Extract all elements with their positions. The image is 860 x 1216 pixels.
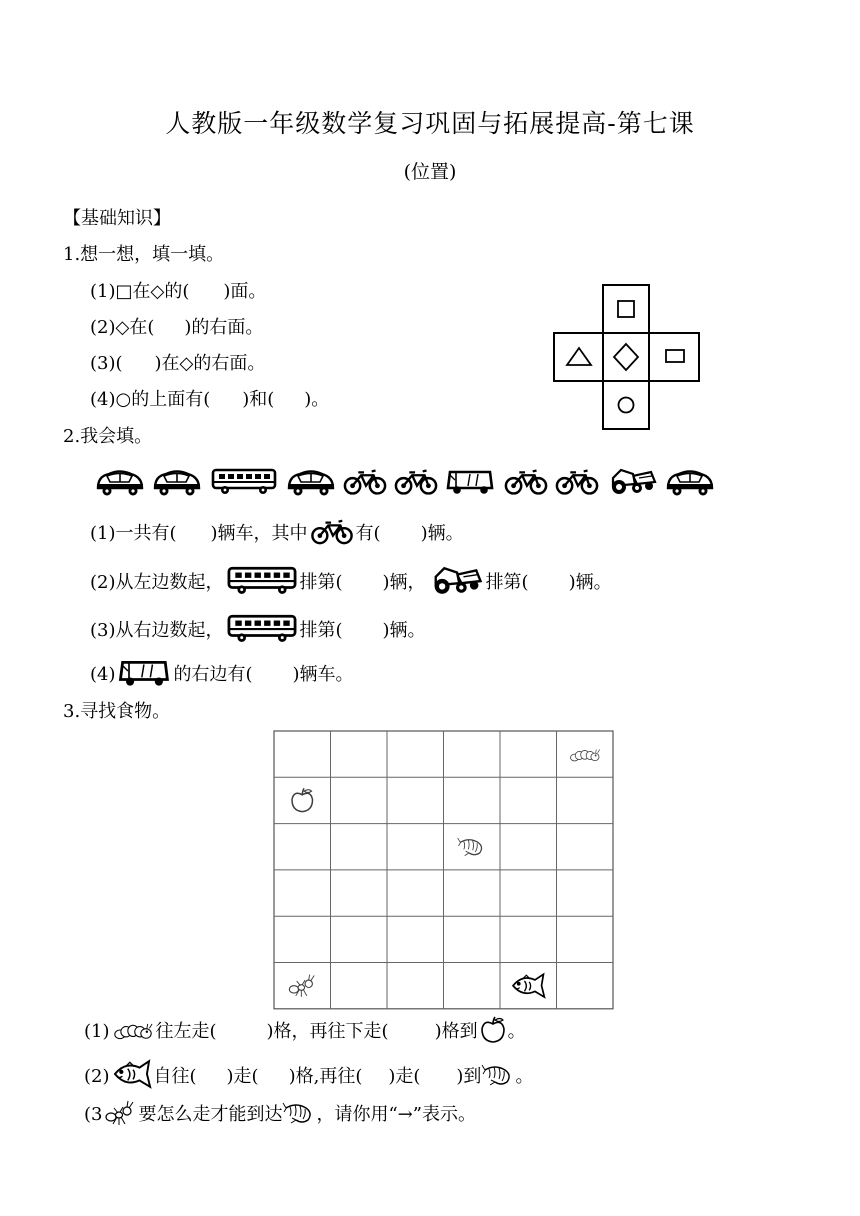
q3-sentence-1: (1) 往左走( )格，再往下走( )格到 。	[84, 1015, 526, 1045]
bus-icon	[224, 564, 300, 596]
bicycle-icon	[343, 466, 387, 496]
truck-icon	[116, 656, 174, 688]
food-grid	[273, 730, 614, 1010]
q2-sentence-4: (4) 的右边有( )辆车。	[90, 656, 354, 688]
q1-item-3: (3)( )在◇的右面。	[90, 353, 266, 374]
page-title: 人教版一年级数学复习巩固与拓展提高-第七课	[165, 109, 695, 138]
q1-item-4: (4)○的上面有( )和( )。	[90, 389, 330, 410]
caterpillar-icon	[110, 1017, 156, 1043]
shrimp-icon	[282, 1100, 316, 1126]
truck-icon	[445, 466, 497, 496]
q2-sentence-1: (1)一共有( )辆车，其中 有( )辆。	[90, 517, 464, 546]
ant-icon	[102, 1100, 138, 1126]
triangle-symbol-icon	[567, 348, 591, 365]
fish-icon	[110, 1058, 154, 1090]
shrimp-icon	[481, 1062, 515, 1088]
bicycle-icon	[555, 466, 599, 496]
q2-heading: 2.我会填。	[63, 426, 153, 447]
rectangle-symbol-icon	[666, 350, 684, 362]
q2-sentence-2: (2)从左边数起， 排第( )辆， 排第( )辆。	[90, 564, 612, 596]
q3-heading: 3.寻找食物。	[63, 701, 171, 722]
q1-item-1: (1)□在◇的( )面。	[90, 281, 267, 302]
q3-sentence-2: (2) 自往( )走( )格,再往( )走( )到 。	[84, 1058, 533, 1090]
car-icon	[665, 466, 715, 496]
q2-sentence-3: (3)从右边数起， 排第( )辆。	[90, 612, 426, 644]
bus-icon	[209, 466, 279, 496]
diamond-symbol-icon	[614, 344, 638, 370]
car-icon	[286, 466, 336, 496]
page-subtitle: (位置)	[403, 161, 457, 183]
section-heading: 【基础知识】	[63, 208, 171, 229]
car-icon	[152, 466, 202, 496]
bicycle-icon	[308, 517, 356, 545]
bus-icon	[224, 612, 300, 644]
circle-symbol-icon	[619, 398, 634, 413]
q1-item-2: (2)◇在( )的右面。	[90, 317, 264, 338]
car-icon	[95, 466, 145, 496]
tractor-icon	[606, 466, 658, 496]
q3-sentence-3: (3 要怎么走才能到达 ，请你用“→”表示。	[84, 1100, 476, 1127]
tractor-icon	[426, 564, 486, 596]
q1-heading: 1.想一想，填一填。	[63, 244, 225, 265]
bicycle-icon	[504, 466, 548, 496]
apple-icon	[478, 1015, 508, 1045]
position-cross-grid	[553, 284, 701, 430]
square-symbol-icon	[618, 301, 634, 317]
bicycle-icon	[394, 466, 438, 496]
